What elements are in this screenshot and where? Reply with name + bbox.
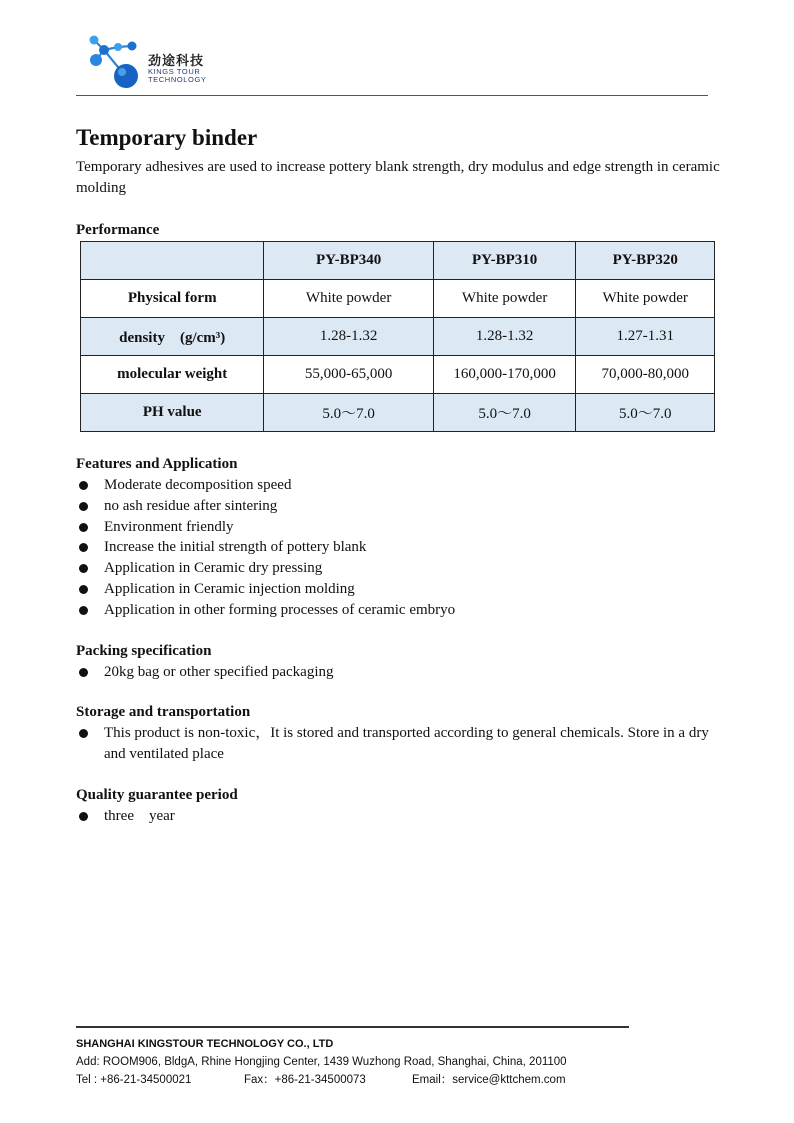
table-cell: White powder (433, 280, 576, 318)
storage-list (76, 723, 720, 765)
quality-heading: Quality guarantee period (76, 786, 238, 803)
table-header-cell (81, 242, 264, 280)
row-label: molecular weight (81, 356, 264, 394)
list-item: Application in other forming processes of ceramic embryo (76, 600, 720, 621)
table-header-cell: PY-BP320 (576, 242, 715, 280)
list-item: 20kg bag or other specified packaging (76, 662, 720, 683)
row-label: density (g/cm³) (81, 318, 264, 356)
list-item: Application in Ceramic injection molding (76, 579, 720, 600)
page-footer (76, 1026, 716, 1088)
document-body (76, 124, 720, 827)
features-section (76, 454, 720, 621)
molecule-logo-icon (82, 32, 146, 90)
logo-english-line1: KINGS TOUR (148, 67, 201, 76)
features-heading: Features and Application (76, 456, 238, 472)
logo-chinese-name: 劲途科技 (148, 54, 205, 69)
quality-list (76, 806, 720, 827)
table-cell: 70,000-80,000 (576, 356, 715, 394)
quality-section (76, 785, 720, 827)
table-header-cell: PY-BP310 (433, 242, 576, 280)
list-item: This product is non-toxic，It is stored and transported according to general chemicals. Store in a dry and ventilated place (76, 723, 720, 765)
document-title: Temporary binder (76, 125, 258, 150)
intro-paragraph: Temporary adhesives are used to increase pottery blank strength, dry modulus and edge strength in ceramic molding (76, 159, 720, 196)
footer-tel: Tel : +86-21-34500021 (76, 1074, 192, 1086)
storage-heading: Storage and transportation (76, 704, 251, 721)
footer-company-name: SHANGHAI KINGSTOUR TECHNOLOGY CO., LTD (76, 1038, 334, 1050)
table-cell: 5.0～7.0 (576, 394, 715, 432)
table-cell: 5.0～7.0 (264, 394, 433, 432)
table-cell: 1.28-1.32 (264, 318, 433, 356)
footer-address: Add: ROOM906, BldgA, Rhine Hongjing Center, 1439 Wuzhong Road, Shanghai, China, 201100 (76, 1056, 567, 1068)
list-item: no ash residue after sintering (76, 496, 720, 517)
table-header-row (81, 242, 715, 280)
table-cell: White powder (576, 280, 715, 318)
packing-section (76, 641, 720, 683)
table-row (81, 356, 715, 394)
table-cell: 160,000-170,000 (433, 356, 576, 394)
packing-list (76, 662, 720, 683)
table-cell: 55,000-65,000 (264, 356, 433, 394)
table-row (81, 280, 715, 318)
table-cell: 1.28-1.32 (433, 318, 576, 356)
list-item: Environment friendly (76, 517, 720, 538)
table-row (81, 394, 715, 432)
table-cell: 5.0～7.0 (433, 394, 576, 432)
features-list (76, 475, 720, 621)
list-item: three year (76, 806, 720, 827)
packing-heading: Packing specification (76, 642, 212, 659)
footer-fax: Fax：+86-21-34500073 (244, 1074, 366, 1086)
table-row (81, 318, 715, 356)
header-divider (76, 95, 708, 96)
footer-email: Email：service@kttchem.com (412, 1074, 566, 1086)
table-cell: 1.27-1.31 (576, 318, 715, 356)
performance-heading: Performance (76, 222, 160, 238)
company-logo (82, 32, 222, 90)
list-item: Application in Ceramic dry pressing (76, 558, 720, 579)
list-item: Increase the initial strength of pottery blank (76, 537, 720, 558)
table-header-cell: PY-BP340 (264, 242, 433, 280)
footer-divider (76, 1026, 629, 1028)
footer-contact-line (76, 1073, 716, 1088)
list-item: Moderate decomposition speed (76, 475, 720, 496)
row-label: Physical form (81, 280, 264, 318)
table-cell: White powder (264, 280, 433, 318)
page-header (76, 30, 708, 96)
logo-english-line2: TECHNOLOGY (148, 75, 207, 84)
performance-table (80, 241, 715, 432)
storage-section (76, 702, 720, 765)
row-label: PH value (81, 394, 264, 432)
